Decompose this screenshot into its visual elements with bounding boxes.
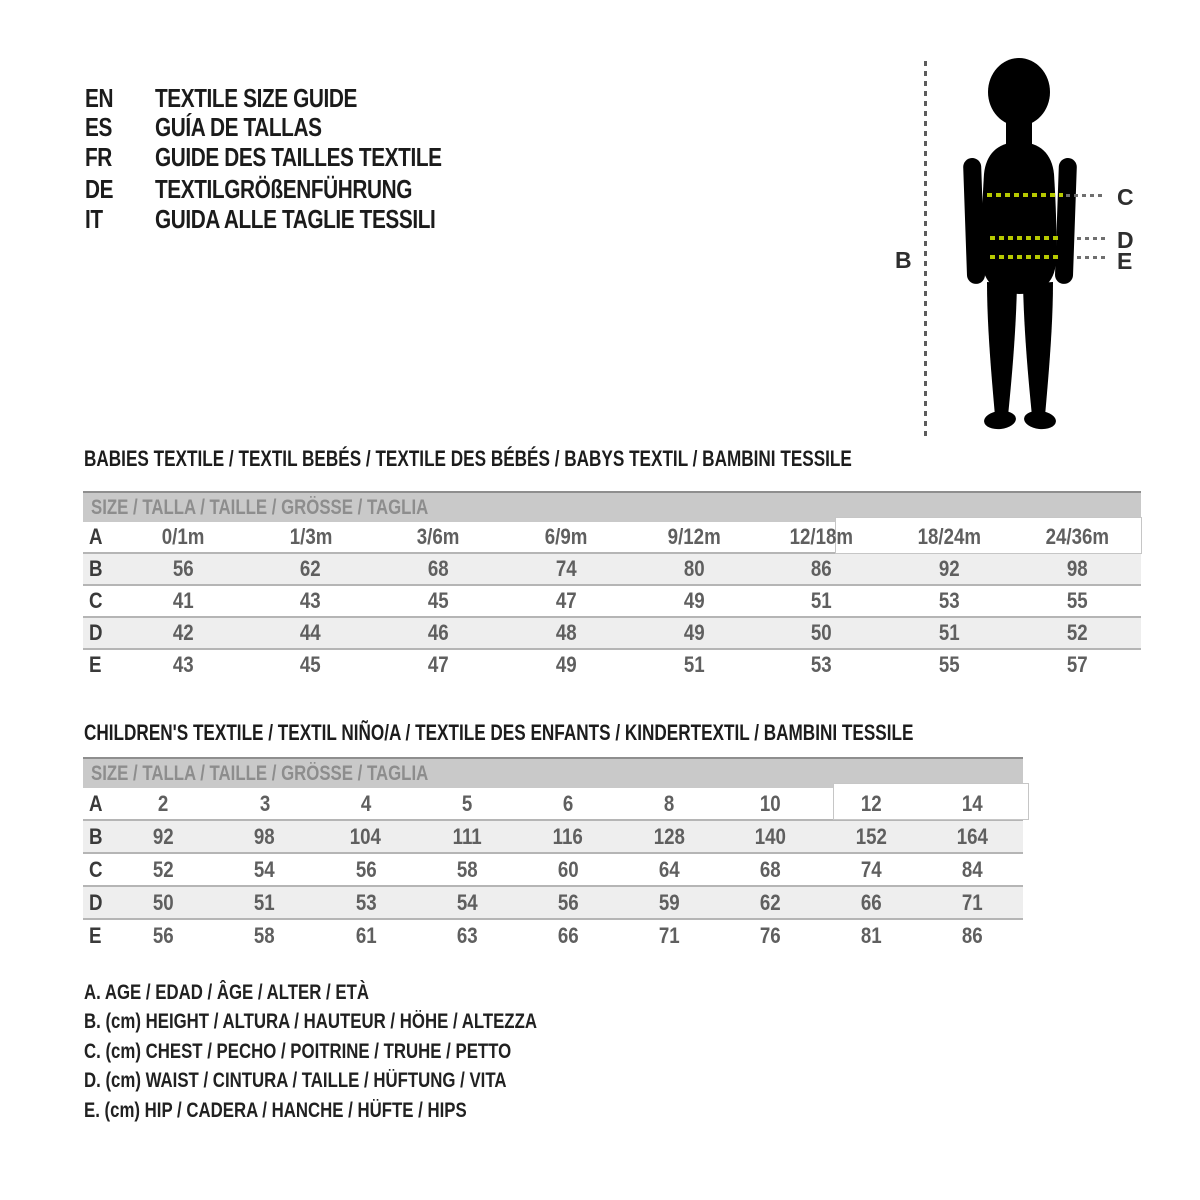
language-title: GUIDE DES TAILLES TEXTILE (155, 142, 442, 172)
legend-line: E. (cm) HIP / CADERA / HANCHE / HÜFTE / HIPS (84, 1099, 467, 1122)
size-value: 3/6m (417, 524, 460, 549)
hip-label: E (1117, 248, 1133, 274)
size-value: 49 (683, 620, 705, 645)
size-value: 54 (456, 889, 478, 915)
waist-leader-line (1077, 237, 1106, 240)
size-value: 45 (300, 652, 322, 677)
size-value: 10 (759, 790, 781, 816)
size-value: 59 (658, 889, 680, 915)
size-value: 9/12m (667, 524, 721, 549)
size-value: 12 (860, 790, 882, 816)
row-label: B (89, 823, 103, 849)
size-value: 6 (562, 790, 574, 816)
language-code: DE (85, 174, 114, 204)
chest-leader-line (1066, 194, 1106, 197)
children-table-header: SIZE / TALLA / TAILLE / GRÖSSE / TAGLIA (83, 757, 1023, 788)
size-value: 49 (683, 588, 705, 613)
size-value: 71 (962, 889, 983, 915)
size-value: 50 (153, 889, 174, 915)
size-value: 53 (811, 652, 833, 677)
size-value: 2 (158, 790, 169, 816)
size-value: 42 (172, 620, 194, 645)
row-label: D (89, 889, 103, 915)
size-value: 56 (557, 889, 579, 915)
row-label: E (89, 652, 102, 677)
size-value: 92 (153, 823, 174, 849)
language-title: GUIDA ALLE TAGLIE TESSILI (155, 204, 436, 234)
size-value: 61 (355, 922, 377, 948)
size-value: 81 (860, 922, 882, 948)
size-value: 92 (938, 556, 960, 581)
child-silhouette-icon (956, 56, 1084, 434)
size-value: 140 (754, 823, 786, 849)
size-value: 164 (956, 823, 989, 849)
row-label: C (89, 856, 103, 882)
size-value: 104 (350, 823, 382, 849)
size-value: 116 (552, 823, 584, 849)
size-value: 4 (360, 790, 371, 816)
size-value: 1/3m (289, 524, 332, 549)
size-value: 84 (962, 856, 983, 882)
size-value: 68 (427, 556, 449, 581)
row-label: E (89, 922, 102, 948)
legend-line: A. AGE / EDAD / ÂGE / ALTER / ETÀ (84, 981, 369, 1004)
size-row-c (83, 852, 1023, 885)
size-value: 51 (938, 620, 960, 645)
size-value: 56 (153, 922, 174, 948)
size-value: 86 (962, 922, 983, 948)
size-value: 62 (300, 556, 322, 581)
size-value: 43 (300, 588, 322, 613)
size-value: 66 (860, 889, 882, 915)
size-value: 76 (759, 922, 781, 948)
size-value: 68 (759, 856, 781, 882)
row-label: C (89, 588, 103, 613)
size-value: 52 (153, 856, 174, 882)
row-label: D (89, 620, 103, 645)
size-value: 3 (259, 790, 270, 816)
row-label: B (89, 556, 103, 581)
size-value: 74 (555, 556, 577, 581)
size-row-c (83, 584, 1141, 616)
language-code: ES (85, 112, 112, 142)
size-value: 53 (355, 889, 377, 915)
size-value: 66 (557, 922, 579, 948)
size-value: 57 (1066, 652, 1088, 677)
size-value: 51 (683, 652, 705, 677)
language-code: FR (85, 142, 112, 172)
size-value: 5 (461, 790, 473, 816)
size-value: 41 (172, 588, 194, 613)
legend-line: B. (cm) HEIGHT / ALTURA / HAUTEUR / HÖHE / ALTEZZA (84, 1010, 537, 1033)
size-value: 49 (555, 652, 577, 677)
size-value: 64 (658, 856, 680, 882)
size-value: 47 (555, 588, 577, 613)
size-value: 48 (555, 620, 577, 645)
size-value: 53 (938, 588, 960, 613)
size-value: 50 (811, 620, 833, 645)
size-row-d (83, 616, 1141, 648)
size-value: 54 (254, 856, 276, 882)
size-value: 80 (683, 556, 705, 581)
babies-table-header: SIZE / TALLA / TAILLE / GRÖSSE / TAGLIA (83, 491, 1141, 522)
size-value: 43 (172, 652, 194, 677)
size-value: 12/18m (789, 524, 854, 549)
legend-line: D. (cm) WAIST / CINTURA / TAILLE / HÜFTUNG / VITA (84, 1069, 507, 1092)
size-value: 152 (855, 823, 887, 849)
chest-measure-line (987, 193, 1063, 197)
size-value: 45 (427, 588, 449, 613)
size-value: 46 (427, 620, 449, 645)
hip-measure-line (990, 255, 1060, 259)
language-title: TEXTILE SIZE GUIDE (155, 83, 357, 113)
legend-line: C. (cm) CHEST / PECHO / POITRINE / TRUHE / PETTO (84, 1040, 512, 1063)
size-value: 8 (663, 790, 675, 816)
size-row-e (83, 918, 1023, 951)
size-value: 47 (427, 652, 449, 677)
size-value: 111 (452, 823, 482, 849)
size-value: 56 (355, 856, 377, 882)
size-value: 74 (860, 856, 882, 882)
size-value: 6/9m (544, 524, 588, 549)
size-value: 55 (1066, 588, 1088, 613)
size-value: 98 (1066, 556, 1088, 581)
size-value: 14 (962, 790, 983, 816)
size-row-d (83, 885, 1023, 918)
waist-label: D (1117, 227, 1134, 253)
language-title: TEXTILGRÖßENFÜHRUNG (155, 174, 413, 204)
hip-leader-line (1077, 256, 1106, 259)
size-value: 18/24m (917, 524, 982, 549)
waist-measure-line (990, 236, 1058, 240)
size-row-e (83, 648, 1141, 680)
size-row-b (83, 552, 1141, 584)
size-value: 51 (811, 588, 833, 613)
size-value: 71 (658, 922, 680, 948)
chest-label: C (1117, 184, 1134, 210)
size-value: 55 (938, 652, 960, 677)
size-value: 44 (300, 620, 322, 645)
row-label: A (89, 524, 103, 549)
size-value: 56 (172, 556, 194, 581)
language-code: IT (85, 204, 103, 234)
size-value: 58 (456, 856, 478, 882)
size-value: 128 (653, 823, 685, 849)
size-value: 98 (254, 823, 276, 849)
height-measure-line (924, 61, 927, 437)
size-value: 52 (1066, 620, 1088, 645)
size-value: 24/36m (1045, 524, 1109, 549)
size-value: 60 (557, 856, 579, 882)
size-value: 51 (254, 889, 276, 915)
size-value: 63 (456, 922, 478, 948)
height-label: B (895, 247, 912, 273)
row-label: A (89, 790, 103, 816)
size-value: 86 (811, 556, 833, 581)
size-row-b (83, 819, 1023, 852)
language-title: GUÍA DE TALLAS (155, 112, 322, 142)
size-value: 62 (759, 889, 781, 915)
size-value: 0/1m (161, 524, 205, 549)
children-section-title: CHILDREN'S TEXTILE / TEXTIL NIÑO/A / TEXTILE DES ENFANTS / KINDERTEXTIL / BAMBINI TESSILE (84, 720, 914, 745)
language-code: EN (85, 83, 114, 113)
size-value: 58 (254, 922, 276, 948)
babies-section-title: BABIES TEXTILE / TEXTIL BEBÉS / TEXTILE DES BÉBÉS / BABYS TEXTIL / BAMBINI TESSILE (84, 446, 852, 471)
